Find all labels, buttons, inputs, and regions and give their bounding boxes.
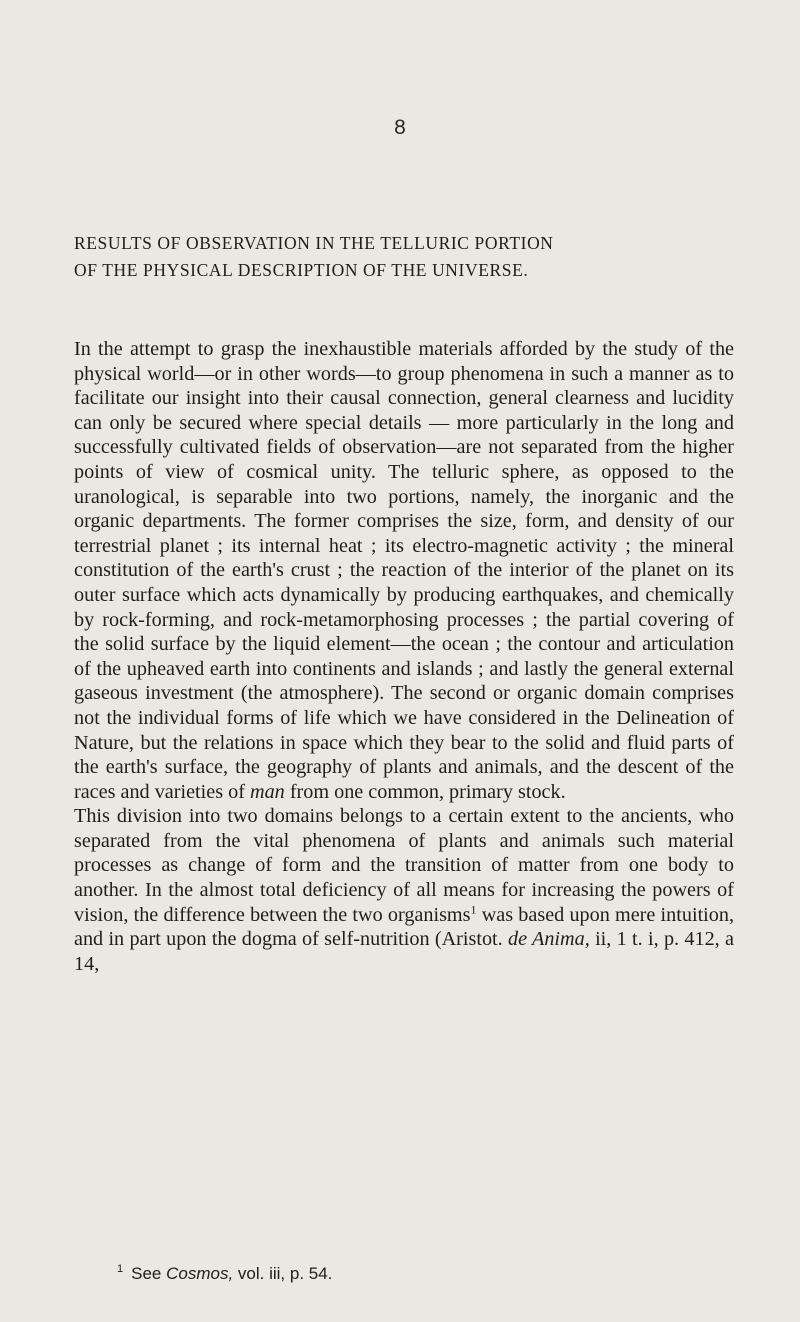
footnote-text-end: vol. iii, p. 54. [237, 1264, 333, 1283]
chapter-heading-line-2: OF THE PHYSICAL DESCRIPTION OF THE UNIVERSE. [74, 260, 529, 280]
paragraph-2-end: ii, 1 t. i, p. 412, a 14, [74, 928, 734, 975]
paragraph-1-end: from one common, primary stock. [289, 780, 566, 803]
paragraph-1-italic: man [250, 780, 285, 803]
footnote [117, 1263, 717, 1285]
body-text [74, 337, 734, 976]
footnote-reference: 1 [470, 901, 477, 916]
chapter-heading [74, 230, 726, 284]
chapter-heading-line-1: RESULTS OF OBSERVATION IN THE TELLURIC PORTION [74, 233, 554, 253]
paragraph-2-text: This division into two domains belongs to a certain extent to the ancients, who separated from the vital phenomena of plants and animals such material processes as change of form and the transition of matter from one body to another. In the almost total deficiency of all means for increasing the powers of vision, the difference between the two organisms [74, 805, 734, 926]
paragraph-2-italic: de Anima, [508, 928, 590, 951]
footnote-number: 1 [117, 1263, 124, 1276]
footnote-text-start: See [131, 1264, 162, 1283]
paragraph-2 [74, 804, 734, 976]
paragraph-1-text: In the attempt to grasp the inexhaustible materials afforded by the study of the physical world—or in other words—to group phenomena in such a manner as to facilitate our insight into their causal connection, general clearness and lucidity can only be secured where special details — more particularly in the long and successfully cultivated fields of observation—are not separated from the higher points of view of cosmical unity. The telluric sphere, as opposed to the uranological, is separable into two portions, namely, the inorganic and the organic departments. The former comprises the size, form, and density of our terrestrial planet ; its internal heat ; its electro-magnetic activity ; the mineral constitution of the earth's crust ; the reaction of the interior of the planet on its outer surface which acts dynamically by producing earthquakes, and chemically by rock-forming, and rock-metamorphosing processes ; the partial covering of the solid surface by the liquid element—the ocean ; the contour and articulation of the upheaved earth into continents and islands ; and lastly the general external gaseous investment (the atmosphere). The second or organic domain comprises not the individual forms of life which we have considered in the Delineation of Nature, but the relations in space which they bear to the solid and fluid parts of the earth's surface, the geography of plants and animals, and the descent of the races and varieties of [74, 338, 734, 803]
paragraph-2-middle: was based upon mere intuition, and in part upon the dogma of self-nutrition (Aristot. [74, 903, 735, 951]
page-number: 8 [394, 116, 406, 139]
paragraph-1 [74, 337, 734, 804]
footnote-italic: Cosmos, [166, 1264, 234, 1283]
